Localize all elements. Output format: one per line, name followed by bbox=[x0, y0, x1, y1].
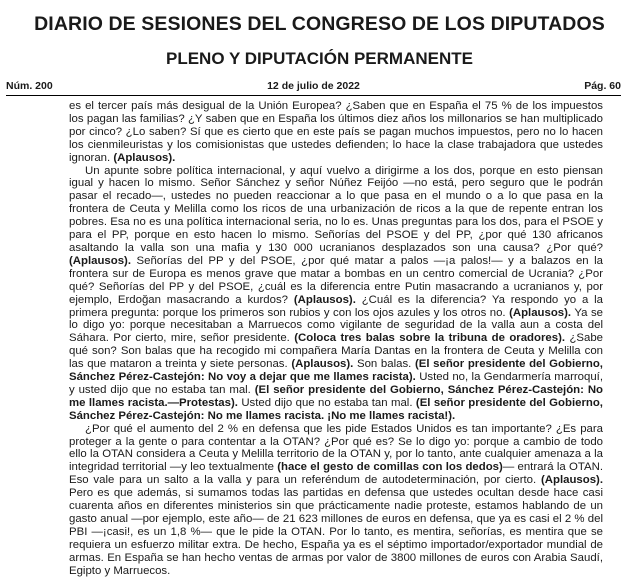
interjection: (El señor presidente del Gobierno, Sánchez Pérez-Castejón: No me llames racista.—Protestas). bbox=[69, 383, 604, 409]
text-run: Usted no, la Gendarmería marroquí, y usted dijo que no estaba tan mal. bbox=[69, 371, 603, 396]
applause-note: (Aplausos). bbox=[509, 306, 572, 319]
publication-subtitle: PLENO Y DIPUTACIÓN PERMANENTE bbox=[166, 49, 473, 68]
text-run: ¿Cuál es la diferencia? Ya respondo yo a la primera pregunta: porque los primeros son rubios y con los ojos azules y los otros no. bbox=[69, 293, 603, 319]
page-number: Pág. 60 bbox=[584, 80, 621, 92]
paragraph-2 bbox=[69, 165, 603, 423]
stage-direction: (Coloca tres balas sobre la tribuna de oradores). bbox=[294, 332, 566, 345]
text-run: es el tercer país más desigual de la Unión Europea? ¿Saben que en España el 75 % de los impuestos los pagan las familias? ¿Y saben que en España los últimos diez años los millonarios se han multiplicado por cinco? ¿Lo saben? Sí que es cierto que en este país se pagan muchos impuestos, pero no lo hacen los cienmileuristas y los comisionistas que ustedes defienden; lo hace la clase trabajadora que ustedes ignoran. bbox=[69, 100, 603, 164]
masthead bbox=[0, 12, 639, 70]
interjection: (El señor presidente del Gobierno, Sánchez Pérez-Castejón: No me llames racista. ¡No me llames racista!). bbox=[69, 396, 603, 422]
interjection: (El señor presidente del Gobierno, Sánchez Pérez-Castejón: No voy a dejar que me llames racista). bbox=[69, 358, 603, 384]
stage-direction: (hace el gesto de comillas con los dedos) bbox=[277, 461, 503, 474]
publication-title: DIARIO DE SESIONES DEL CONGRESO DE LOS DIPUTADOS bbox=[34, 13, 605, 35]
text-run: Pero es que además, si sumamos todas las partidas en defensa que ustedes ocultan desde hace casi cuarenta años en diferentes ministerios sin que prácticamente nadie proteste, estamos hablando de un gasto anual —por ejemplo, este año— de 21 623 millones de euros en defensa, que ya es casi el 2 % del PBI —¡casi!, es un 1,8 %— que le pide la OTAN. Por lo tanto, es mentira, señorías, es mentira que se requiera un esfuerzo militar extra. De hecho, España ya es el séptimo importador/exportador mundial de armas. En España se han hecho ventas de armas por valor de 3800 millones de euros con Arabia Saudí, Egipto y Marruecos. bbox=[69, 487, 603, 577]
header-rule bbox=[6, 95, 621, 96]
text-run: Ya se lo digo yo: porque necesitaban a Marruecos como vigilante de seguridad de la valla aun a costa del Sáhara. Por cierto, mire, señor presidente. bbox=[69, 306, 603, 345]
applause-note: (Aplausos). bbox=[540, 474, 603, 487]
applause-note: (Aplausos). bbox=[293, 293, 356, 306]
text-run: ¿Por qué el aumento del 2 % en defensa que les pide Estados Unidos es tan importante? ¿Es para proteger a la gente o para contentar a la OTAN? ¿Por qué es? Se lo digo yo: porque a cambio de todo ello la OTAN considera a Ceuta y Melilla territorio de la OTAN y, por lo tanto, ante cualquier amenaza a la integridad territorial —y leo textualmente bbox=[69, 422, 603, 474]
text-run: Son balas. bbox=[353, 358, 415, 371]
issue-meta-row bbox=[6, 80, 621, 96]
paragraph-3 bbox=[69, 423, 603, 578]
applause-note: (Aplausos). bbox=[69, 254, 132, 267]
text-run: Usted dijo que no estaba tan mal. bbox=[237, 396, 416, 409]
transcript-body bbox=[69, 100, 603, 578]
text-run: Un apunte sobre política internacional, y aquí vuelvo a dirigirme a los dos, porque en esto piensan igual y hacen lo mismo. Señor Sánchez y señor Núñez Feijóo —no está, pero seguro que le podrán pasar el recado—, ustedes no pueden reaccionar a lo que pasa en el mundo o a lo que pasa en la frontera de Ceuta y Melilla como los ricos de una urbanización de ricos a la que de repente entran los pobres. Esa no es una política internacional seria, no lo es. Unas preguntas para los dos, para el PSOE y para el PP, porque en esto hacen lo mismo. Señorías del PSOE y del PP, ¿por qué 130 africanos asaltando la valla son una mafia y 130 000 ucranianos desplazados son una causa? ¿Por qué? bbox=[69, 164, 603, 254]
applause-note: (Aplausos). bbox=[113, 151, 176, 164]
issue-date: 12 de julio de 2022 bbox=[267, 80, 360, 92]
paragraph-1 bbox=[69, 100, 603, 165]
issue-number: Núm. 200 bbox=[6, 80, 53, 92]
text-run: ¿Sabe qué son? Son balas que ha recogido mi compañera María Dantas en la frontera de Ceuta y Melilla con las que mataron a treinta y siete personas. bbox=[69, 332, 603, 371]
applause-note: (Aplausos). bbox=[291, 358, 354, 371]
text-run: — entrará la OTAN. Eso vale para un salto a la valla y para un referéndum de autodeterminación, por cierto. bbox=[69, 461, 603, 487]
text-run: Señorías del PP y del PSOE, ¿por qué matar a palos —¡a palos!— y a balazos en la frontera sur de Europa es menos grave que matar a bombas en un centro comercial de Ucrania? ¿Por qué? Señorías del PP y del PSOE, ¿cuál es la diferencia entre Putin masacrando a ucranianos y, por ejemplo, Erdoğan masacrando a kurdos? bbox=[69, 254, 603, 306]
